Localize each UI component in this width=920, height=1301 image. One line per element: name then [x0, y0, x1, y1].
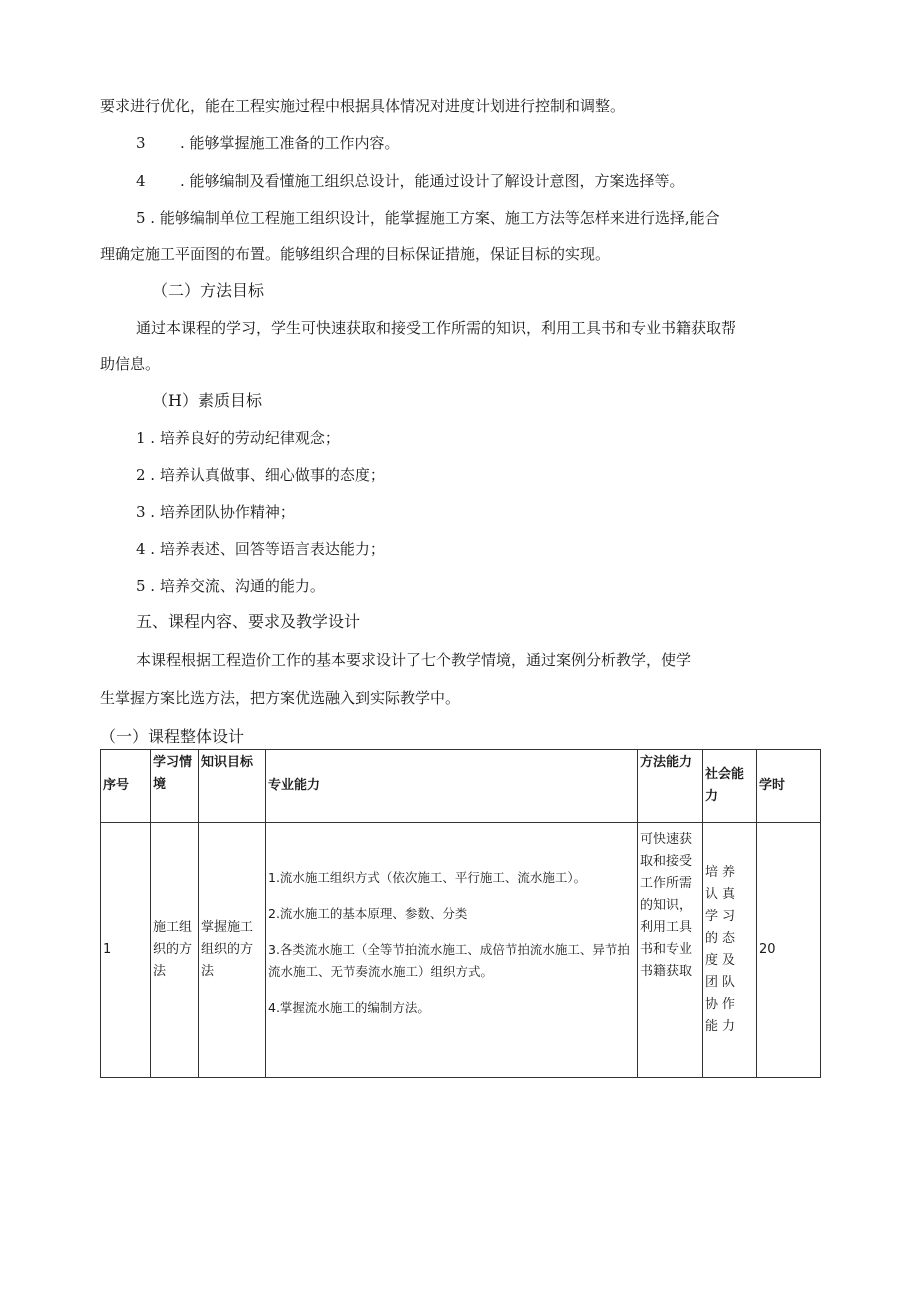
course-design-table — [100, 749, 821, 1078]
cell-method-ability: 可快速获取和接受工作所需的知识，利用工具书和专业书籍获取 — [638, 823, 703, 1078]
quality-item-5: 5 . 培养交流、沟通的能力。 — [136, 577, 325, 595]
header-learning-context: 学习情境 — [151, 750, 199, 823]
paragraph-continuation: 要求进行优化，能在工程实施过程中根据具体情况对进度计划进行控制和调整。 — [100, 97, 626, 115]
header-method-ability: 方法能力 — [638, 750, 703, 823]
professional-item-2: 2.流水施工的基本原理、参数、分类 — [268, 906, 468, 921]
chapter-heading-course-content: 五、课程内容、要求及教学设计 — [136, 612, 361, 631]
table-row — [101, 823, 821, 1078]
professional-item-1: 1.流水施工组织方式（依次施工、平行施工、流水施工）。 — [268, 870, 587, 885]
header-hours: 学时 — [757, 750, 821, 823]
quality-item-1: 1 . 培养良好的劳动纪律观念； — [136, 429, 340, 447]
section-heading-method-goals: （二）方法目标 — [152, 281, 265, 300]
paragraph-method-line1: 通过本课程的学习，学生可快速获取和接受工作所需的知识，利用工具书和专业书籍获取帮 — [136, 319, 737, 337]
quality-item-4: 4 . 培养表述、回答等语言表达能力； — [136, 540, 385, 558]
professional-item-4: 4.掌握流水施工的编制方法。 — [268, 1000, 430, 1015]
list-item-5-line1: 5 . 能够编制单位工程施工组织设计，能掌握施工方案、施工方法等怎样来进行选择,能合 — [136, 209, 720, 227]
cell-knowledge-goal: 掌握施工组织的方法 — [199, 823, 266, 1078]
paragraph-method-line2: 助信息。 — [100, 355, 161, 373]
header-social-ability: 社会能力 — [703, 750, 757, 823]
paragraph-course-line1: 本课程根据工程造价工作的基本要求设计了七个教学情境，通过案例分析教学，使学 — [136, 651, 692, 669]
cell-professional-ability — [266, 823, 638, 1078]
quality-item-3: 3 . 培养团队协作精神； — [136, 503, 295, 521]
list-item-5-line2: 理确定施工平面图的布置。能够组织合理的目标保证措施，保证目标的实现。 — [100, 245, 611, 263]
header-knowledge-goal: 知识目标 — [199, 750, 266, 823]
list-item-3-number: 3 — [136, 134, 146, 152]
paragraph-course-line2: 生掌握方案比选方法，把方案优选融入到实际教学中。 — [100, 689, 461, 707]
cell-learning-context: 施工组织的方法 — [151, 823, 199, 1078]
list-item-3: . 能够掌握施工准备的工作内容。 — [180, 134, 400, 152]
cell-hours: 20 — [757, 823, 821, 1078]
cell-social-ability: 培养认真学习的态度及团队协作能力 — [703, 823, 757, 1078]
quality-item-2: 2 . 培养认真做事、细心做事的态度； — [136, 466, 385, 484]
section-heading-overall-design: （一）课程整体设计 — [100, 727, 245, 746]
header-seq: 序号 — [101, 750, 151, 823]
cell-seq: 1 — [101, 823, 151, 1078]
header-professional-ability: 专业能力 — [266, 750, 638, 823]
list-item-4: . 能够编制及看懂施工组织总设计，能通过设计了解设计意图，方案选择等。 — [180, 172, 685, 190]
professional-item-3: 3.各类流水施工（全等节拍流水施工、成倍节拍流水施工、异节拍流水施工、无节奏流水施工）组织方式。 — [268, 942, 630, 979]
table-header-row — [101, 750, 821, 823]
section-heading-quality-goals: （H）素质目标 — [152, 391, 262, 410]
list-item-4-number: 4 — [136, 172, 146, 190]
